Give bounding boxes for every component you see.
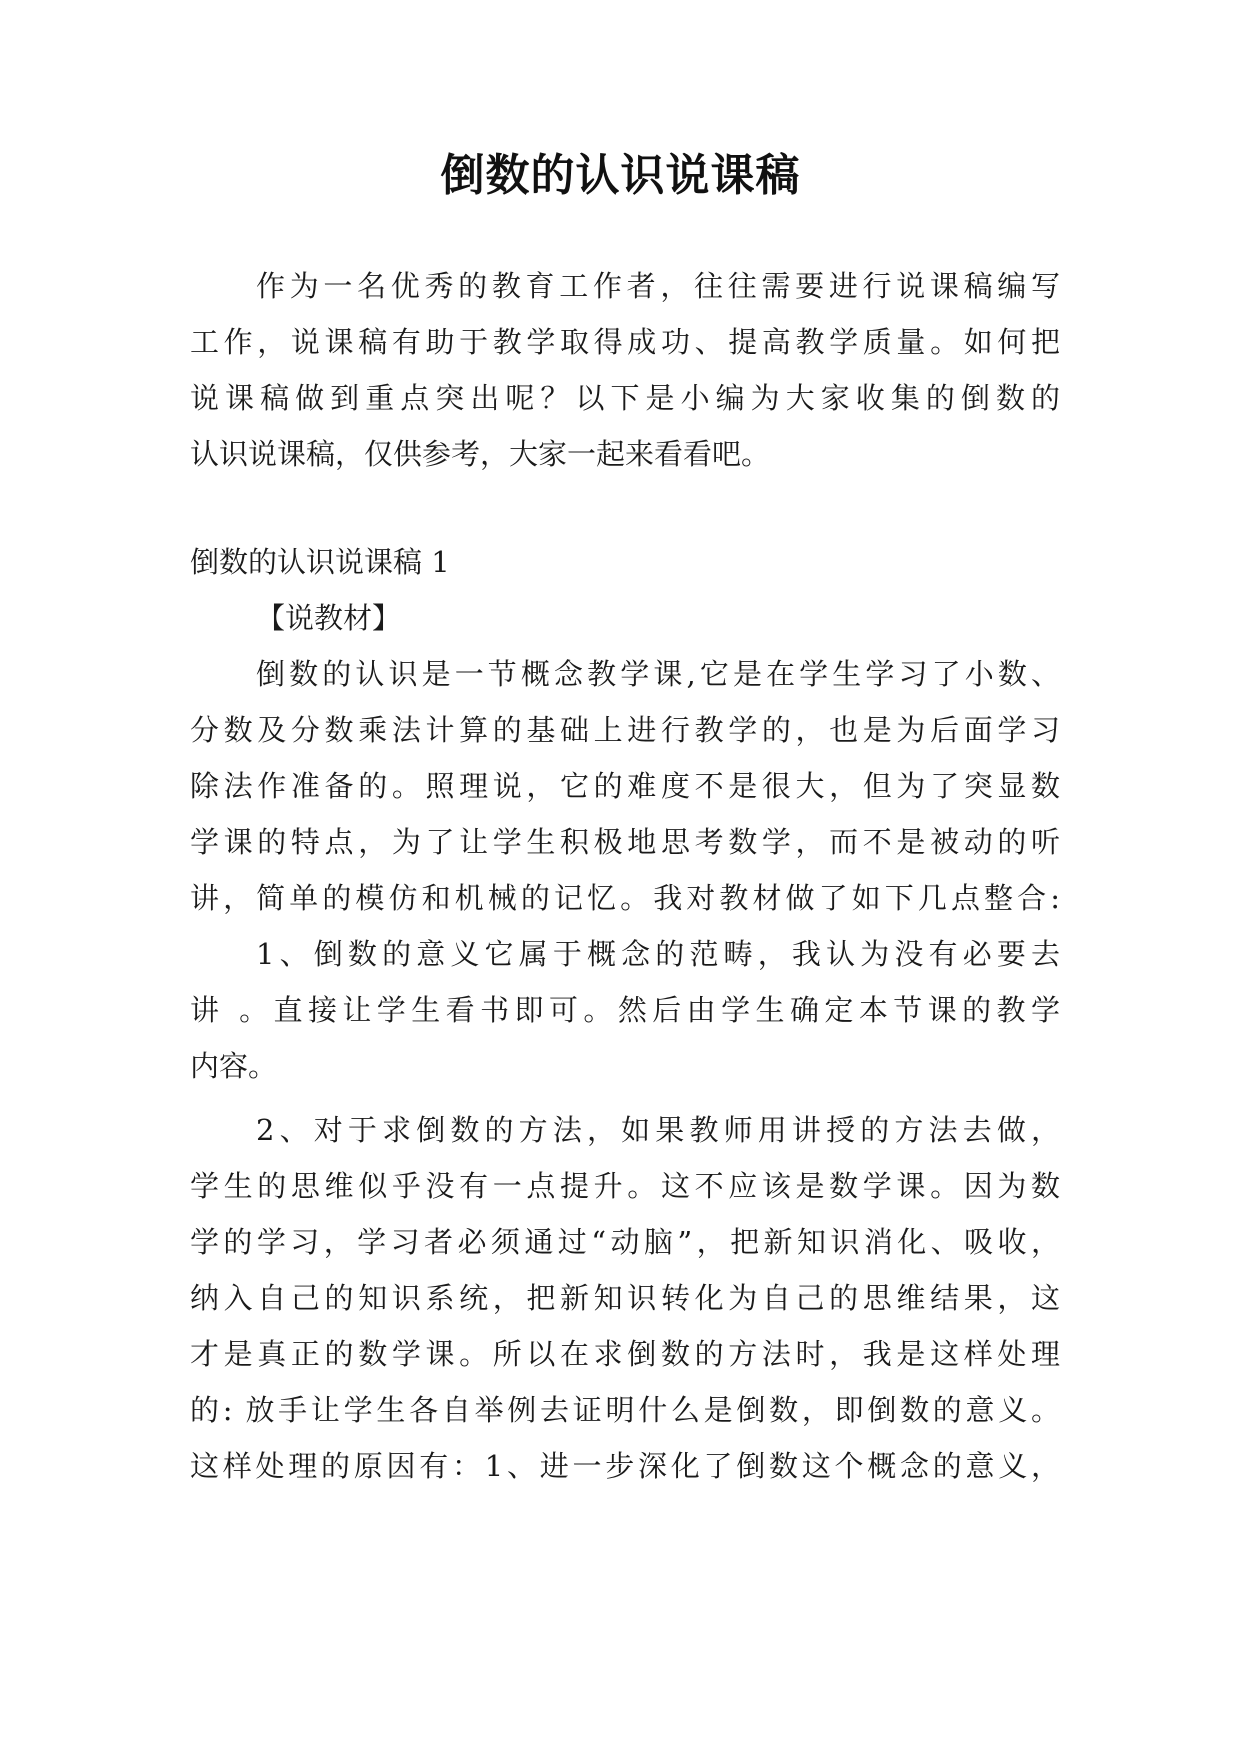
page-title: 倒数的认识说课稿: [440, 150, 801, 201]
para3-line-5: 才是真正的数学课。所以在求倒数的方法时，我是这样处理: [190, 1337, 1060, 1371]
para2-line-1: 1、倒数的意义它属于概念的范畴，我认为没有必要去: [256, 937, 1060, 971]
intro-line-3: 说课稿做到重点突出呢？以下是小编为大家收集的倒数的: [190, 381, 1060, 415]
para1-line-1: 倒数的认识是一节概念教学课,它是在学生学习了小数、: [256, 657, 1060, 691]
para3-line-1: 2、对于求倒数的方法，如果教师用讲授的方法去做，: [256, 1113, 1060, 1147]
intro-line-2: 工作，说课稿有助于教学取得成功、提高教学质量。如何把: [190, 325, 1060, 359]
section-heading: 倒数的认识说课稿 1: [190, 545, 450, 579]
para1-line-3: 除法作准备的。照理说，它的难度不是很大，但为了突显数: [190, 769, 1060, 803]
para1-line-4: 学课的特点，为了让学生积极地思考数学，而不是被动的听: [190, 825, 1060, 859]
subheading: 【说教材】: [256, 601, 402, 635]
para1-line-5: 讲，简单的模仿和机械的记忆。我对教材做了如下几点整合:: [190, 881, 1060, 915]
para2-line-3: 内容。: [190, 1049, 278, 1083]
para2-line-2: 讲 。直接让学生看书即可。然后由学生确定本节课的教学: [190, 993, 1060, 1027]
para3-line-3: 学的学习，学习者必须通过“动脑”，把新知识消化、吸收，: [190, 1225, 1060, 1259]
para3-line-7: 这样处理的原因有：1、进一步深化了倒数这个概念的意义，: [190, 1449, 1060, 1483]
para3-line-6: 的: 放手让学生各自举例去证明什么是倒数，即倒数的意义。: [190, 1393, 1060, 1427]
intro-line-1: 作为一名优秀的教育工作者，往往需要进行说课稿编写: [256, 269, 1060, 303]
intro-line-4: 认识说课稿，仅供参考，大家一起来看看吧。: [190, 437, 771, 471]
para3-line-4: 纳入自己的知识系统，把新知识转化为自己的思维结果，这: [190, 1281, 1060, 1315]
para3-line-2: 学生的思维似乎没有一点提升。这不应该是数学课。因为数: [190, 1169, 1060, 1203]
para1-line-2: 分数及分数乘法计算的基础上进行教学的，也是为后面学习: [190, 713, 1060, 747]
